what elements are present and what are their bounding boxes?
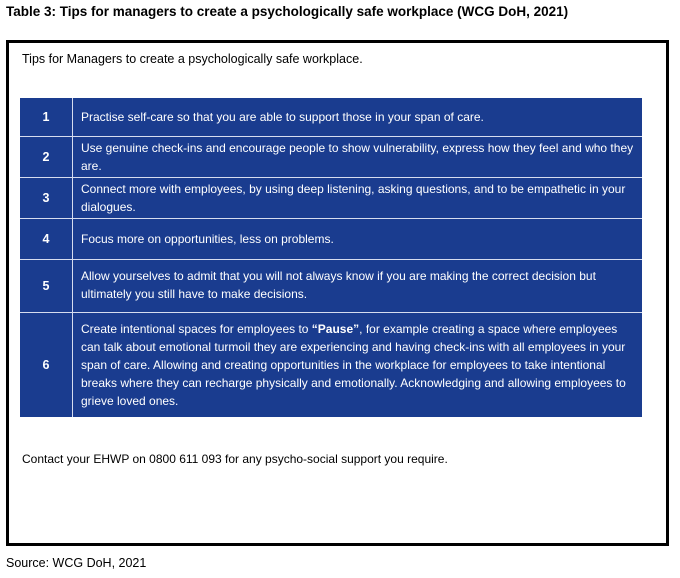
table-row [20,219,642,260]
tip-text: Use genuine check-ins and encourage people to show vulnerability, express how they feel and who they are. [81,141,634,173]
tip-text-part: , for example creating a space where employees can talk about emotional turmoil they are experiencing and having check-ins with all employees in your span of care. Allowing and creating opportunities in the workplace for employees to take intentional breaks where they can recharge physically and emotionally. Acknowledging and allowing employees to grieve loved ones. [81,322,626,408]
tip-number: 4 [20,219,73,259]
tip-number: 5 [20,260,73,312]
table-row [20,260,642,313]
table-row [20,178,642,219]
table-row [20,98,642,137]
tip-text: Connect more with employees, by using deep listening, asking questions, and to be empathetic in your dialogues. [81,182,626,214]
tip-text: Allow yourselves to admit that you will not always know if you are making the correct decision but ultimately you still have to make decisions. [81,269,596,301]
intro-text: Tips for Managers to create a psychologically safe workplace. [22,52,363,66]
pause-emphasis: “Pause” [311,322,360,336]
tip-number: 6 [20,313,73,417]
table-caption: Table 3: Tips for managers to create a psychologically safe workplace (WCG DoH, 2021) [6,4,569,19]
tip-number: 2 [20,137,73,177]
tips-table [20,98,642,417]
source-note: Source: WCG DoH, 2021 [6,556,147,570]
table-row [20,137,642,178]
tip-number: 3 [20,178,73,218]
table-row [20,313,642,417]
tip-number: 1 [20,98,73,136]
tip-text: Focus more on opportunities, less on problems. [81,232,334,246]
tip-text-part: Create intentional spaces for employees to [81,322,312,336]
contact-text: Contact your EHWP on 0800 611 093 for any psycho-social support you require. [22,452,448,466]
tip-text [73,313,642,417]
tip-text: Practise self-care so that you are able to support those in your span of care. [81,110,484,124]
